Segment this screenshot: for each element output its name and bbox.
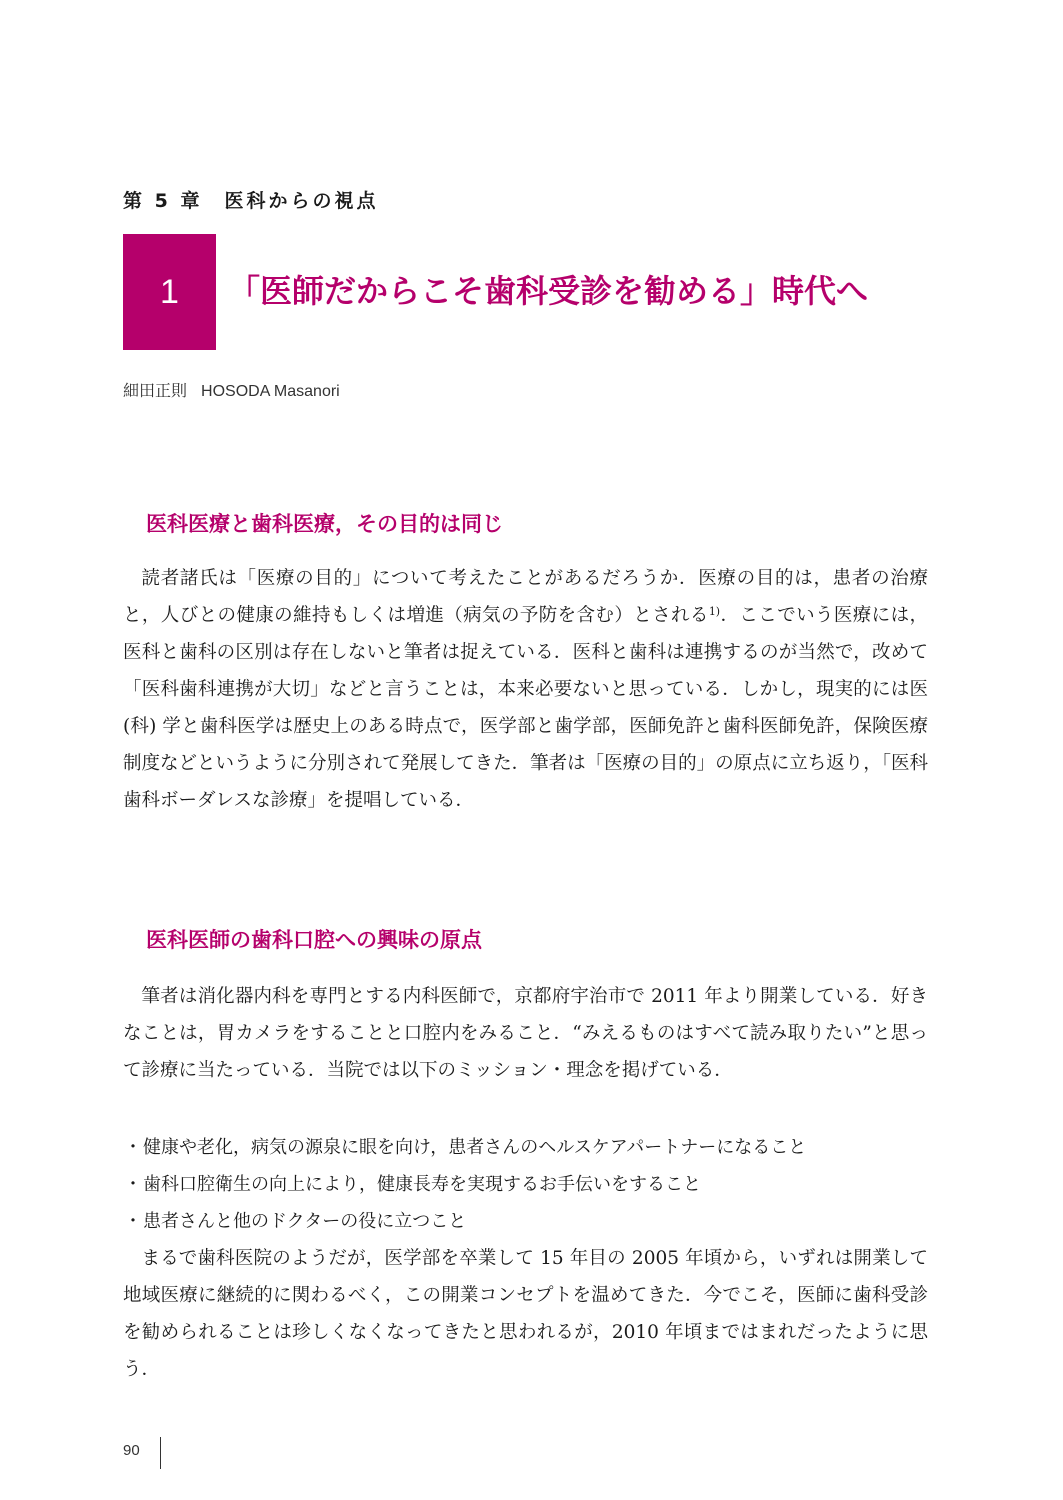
section1-paragraph — [123, 560, 928, 819]
bullet-mark: ・ — [124, 1174, 142, 1195]
section2-paragraph-1: 筆者は消化器内科を専門とする内科医師で，京都府宇治市で 2011 年より開業している．好きなことは，胃カメラをすることと口腔内をみること．“みえるものはすべて読み取りたい”と思って診療に当たっている．当院では以下のミッション・理念を掲げている． — [123, 986, 928, 1081]
page-number: 90 — [123, 1442, 140, 1459]
section2-paragraph-2: まるで歯科医院のようだが，医学部を卒業して 15 年目の 2005 年頃から，いずれは開業して地域医療に継続的に関わるべく，この開業コンセプトを温めてきた．今でこそ，医師に歯科受診を勧められることは珍しくなくなってきたと思われるが，2010 年頃まではまれだったように思う． — [123, 1248, 928, 1380]
section-number-box — [123, 234, 216, 350]
bullet-mark: ・ — [124, 1211, 142, 1232]
author-name-en: HOSODA Masanori — [201, 383, 340, 400]
page-title: 「医師だからこそ歯科受診を勧める」時代へ — [228, 272, 869, 310]
section1-text-part1: 読者諸氏は「医療の目的」について考えたことがあるだろうか．医療の目的は，患者の治療と，人びとの健康の維持もしくは増進（病気の予防を含む）とされる — [123, 568, 928, 626]
list-item: ・歯科口腔衛生の向上により，健康長寿を実現するお手伝いをすること — [123, 1166, 953, 1203]
list-item: ・患者さんと他のドクターの役に立つこと — [123, 1203, 953, 1240]
chapter-label: 第 5 章 医科からの視点 — [123, 190, 379, 212]
reference-marker: 1) — [708, 605, 721, 618]
section2-heading: 医科医師の歯科口腔への興味の原点 — [146, 928, 482, 952]
mission-list — [123, 1129, 953, 1240]
bullet-mark: ・ — [124, 1137, 142, 1158]
author-name-ja: 細田正則 — [123, 383, 188, 400]
page-number-divider — [160, 1437, 161, 1469]
list-item: ・健康や老化，病気の源泉に眼を向け，患者さんのヘルスケアパートナーになること — [123, 1129, 953, 1166]
section-number: 1 — [160, 272, 179, 311]
author-line — [123, 378, 340, 401]
section1-text-part2: ．ここでいう医療には，医科と歯科の区別は存在しないと筆者は捉えている．医科と歯科は連携するのが当然で，改めて「医科歯科連携が大切」などと言うことは，本来必要ないと思っている．しかし，現実的には医 (科) 学と歯科医学は歴史上のある時点で，医学部と歯学部，医師免許と歯科医師免許，保険医療制度などというように分別されて発展してきた．筆者は「医療の目的」の原点に立ち返り，「医科歯科ボーダレスな診療」を提唱している． — [123, 605, 928, 811]
section1-heading: 医科医療と歯科医療，その目的は同じ — [146, 512, 503, 536]
